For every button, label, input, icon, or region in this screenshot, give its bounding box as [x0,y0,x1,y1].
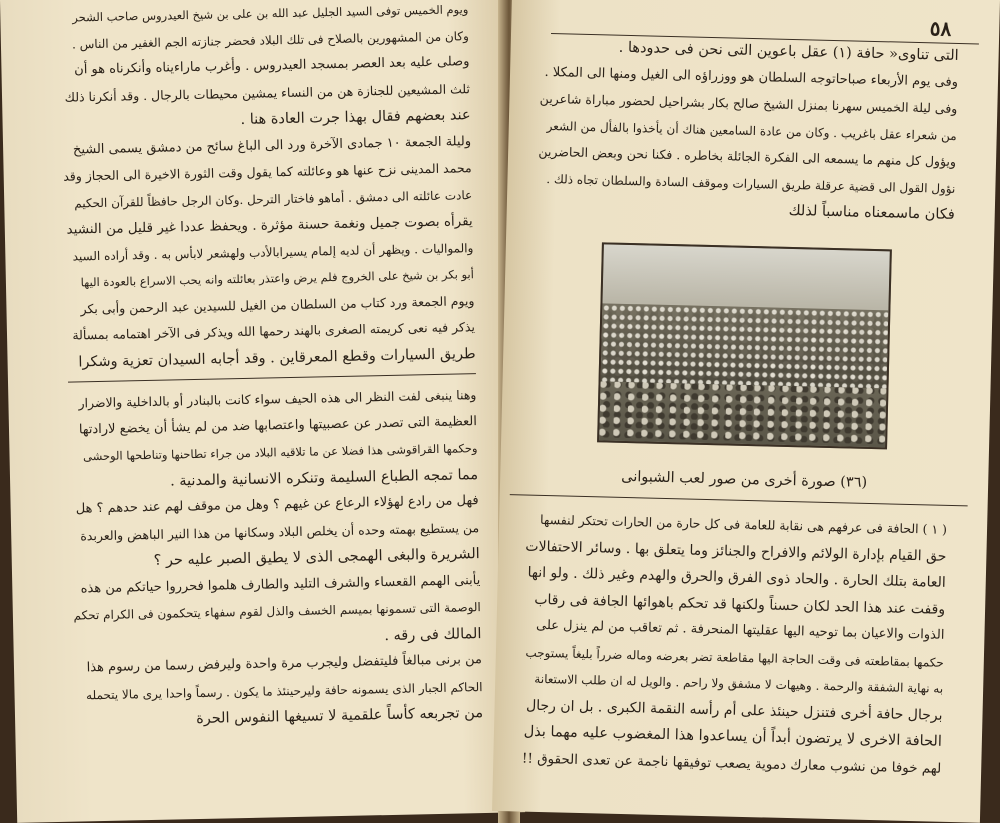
text-line: عادت عائلته الى دمشق . أماهو فاختار الترحل .وكان الرجل حافظاً للقرآن الحكيم [74,187,473,210]
page-number: ٥٨ [929,16,952,41]
text-line: الحافة الاخرى لا يرتضون أبداً أن يساعدوا هذا المغضوب عليه مهما بذل [523,723,943,750]
text-line: حكمها بمقاطعته فى وقت الحاجة اليها مقاطعة تضر بعرضه وماله ضرراً بليغاً يستوجب [525,645,944,670]
text-line: والمواليات . ويظهر أن لديه إلمام يسيرابالأدب ولهشعر لابأس به . وقد أراده السيد [72,240,474,264]
text-line: محمد المدينى نزح عنها هو وعائلته كما يقول وقت الثورة الاخيرة الى الحجاز وقد [63,160,472,184]
text-line: الشريرة والبغى الهمجى الذى لا يطيق الصبر عليه حر ؟ [153,546,480,569]
text-line: وهنا ينبغى لفت النظر الى هذه الحيف سواء كانت بالبنادر أو بالداخلية والاضرار [78,387,477,411]
text-line: وفى يوم الأربعاء صباحاتوجه السلطان هو ووزراؤه الى الغيل ومنها الى المكلا . [544,64,959,90]
text-line: العامة بتلك الحارة . والحاد ذوى الفرق والحرق والهدم وغير ذلك . ولو انها [527,564,946,591]
photo-crowd [601,303,889,388]
footnote-divider [510,494,968,506]
text-line: حق القيام بإدارة الولائم والافراح والجنائز وما يتعلق بها . وسائر الاحتفالات [525,538,947,565]
text-line: به نهاية الشفقة والرحمة . وهيهات لا مشفق ولا راحم . والويل له ان طلب الاستعانة [534,671,944,696]
text-line: من تجربعه كأساً علقمية لا تسيغها النفوس الحرة [195,705,484,728]
text-line: لهم خوفا من نشوب معارك دموية يصعب توفيقها ناجمة عن تعدى الحقوق !! [521,750,942,777]
text-line: من شعراء عقل باغريب . وكان من عادة السامعين هناك أن يأخذوا بالفأل من الشعر [546,118,957,143]
text-line: يأبنى الهمم القعساء والشرف التليد والطارف هلموا فحرروا حياتكم من هذه [80,572,481,596]
text-line: أبو بكر بن شيخ على الخروج فلم يرض واعتذر بعائلته وانه يحب الاسراع بالعودة اليها [80,267,474,290]
text-line: يذكر فيه نعى كريمته الصغرى بالهند رحمها الله ويذكر فى الآخر اهتمامه بمسألة [72,319,476,343]
right-upper-text [535,33,959,229]
text-line: فهل من رادع لهؤلاء الرعاع عن غيهم ؟ وهل من موقف لهم عند حدهم ؟ هل [75,493,479,517]
text-line: ويوم الجمعة ورد كتاب من السلطان من الغيل للسيدين عبد الرحمن وأبى بكر [80,292,475,316]
right-page [492,0,1000,823]
text-line: نؤول القول الى قضية عرقلة طريق السيارات وموقف السادة والسلطان تجاه ذلك . [546,171,956,196]
text-line: الذوات والاعيان بما توحيه اليها عقليتها المنحرفة . ثم تعاقب من لم ينزل على [535,617,945,643]
text-line: وحكمها القراقوشى هذا فضلا عن ما تلاقيه البلاد من جراء تطاحنها وتناطحها الوحشى [82,441,478,464]
text-line: وكان من المشهورين بالصلاح فى تلك البلاد فحضر جنازته الجم الغفير من الناس . [71,28,469,51]
photo-caption: (٣٦) صورة أخرى من صور لعب الشبوانى [621,468,868,491]
text-line: يقرأه بصوت جميل ونغمة حسنة مؤثرة . ويحفظ عددا غير قليل من النشيد [66,213,473,238]
text-line: وصلى عليه بعد العصر بمسجد العيدروس . وأغرب ماراءيناه وأنكرناه هو أن [74,54,470,78]
text-line: المالك فى رقه . [384,625,482,644]
text-line: برجال حافة أخرى فتنزل حينئذ على أم رأسه النقمة الكبرى . بل ان رجال [525,697,943,724]
text-line: طريق السيارات وقطع المعرقاين . وقد أجابه السيدان تعزية وشكرا [78,345,476,370]
text-line: فكان ماسمعناه مناسباً لذلك [788,202,955,223]
text-line: من يستطيع بهمته وحده أن يخلص البلاد وسكانها من هذا النير الباهض والعربدة [80,519,480,543]
text-line: العظيمة التى تصدر عن عصبيتها واعتصابها ضد من لم يشأ أن يخضع لارادتها [78,413,478,437]
text-line: مما تمجه الطباع السليمة وتنكره الانسانية والمدنية . [169,466,479,490]
text-line: ( ١ ) الحافة فى عرفهم هى نقابة للعامة فى كل حارة من الحارات تحتكر لنفسها [539,511,948,537]
text-line: ويؤول كل منهم ما يسمعه الى الفكرة الجائلة بخاطره . فكنا نحن وبعض الحاضرين [538,143,957,169]
text-line: وليلة الجمعة ١٠ جمادى الآخرة ورد الى الباغ سائح من دمشق يسمى الشيخ [72,133,472,158]
text-line: وقفت عند هذا الحد لكان حسناً ولكنها قد تحكم باهوائها الجافة فى رقاب [534,591,946,618]
section-divider [68,373,476,383]
text-line: الحاكم الجبار الذى يسمونه حافة وليرحينئذ ما يكون . رسماً واحدا يرى مالا يتحمله [85,679,483,702]
text-line: التى تناوى« حافة (١) عقل باعوين التى نحن فى حدودها . [618,39,959,65]
text-line: ويوم الخميس توفى السيد الجليل عبد الله بن على بن شيخ العيدروس صاحب الشحر [72,2,469,25]
text-line: وفى ليلة الخميس سهرنا بمنزل الشيخ صالح بكار بشراحيل لحضور مباراة شاعرين [539,90,958,116]
text-line: الوصمة التى تسمونها بميسم الخسف والذل لقوم سفهاء يتحكمون فى الكرام تحكم [73,600,481,623]
text-line: ثلث المشيعين للجنازة هن من النساء يمشين محيطات بالرجال . وقد أنكرنا ذلك [64,80,471,105]
left-upper-text [60,0,476,376]
text-line: من برنى مبالغاً فليتفضل وليجرب مرة واحدة وليرفض رسما من رسوم هذا [86,652,483,676]
text-line: عند بعضهم فقال بهذا جرت العادة هنا . [240,107,471,128]
left-lower-text [68,382,483,735]
crowd-photograph [597,242,892,449]
footnote-text [519,507,947,782]
